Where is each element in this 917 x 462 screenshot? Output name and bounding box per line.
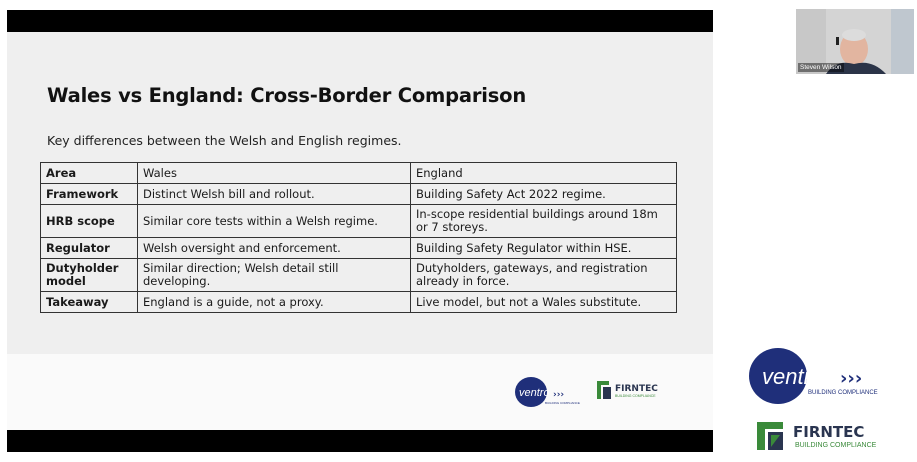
table-cell-england: Dutyholders, gateways, and registration already in force.: [411, 259, 677, 292]
presentation-slide: [7, 10, 713, 452]
table-row: [41, 238, 677, 259]
table-row: [41, 184, 677, 205]
table-cell-england: Live model, but not a Wales substitute.: [411, 292, 677, 313]
table-cell-wales: Distinct Welsh bill and rollout.: [138, 184, 411, 205]
slide-subtitle: Key differences between the Welsh and English regimes.: [47, 133, 402, 148]
table-cell-area: HRB scope: [41, 205, 138, 238]
ventro-logo-text-large: ventro: [762, 364, 824, 389]
table-cell-area: Dutyholder model: [41, 259, 138, 292]
slide-top-bar: [7, 10, 713, 32]
table-cell-england: Building Safety Regulator within HSE.: [411, 238, 677, 259]
table-cell-england: Building Safety Act 2022 regime.: [411, 184, 677, 205]
table-cell-wales: Welsh oversight and enforcement.: [138, 238, 411, 259]
chevrons-icon: ›››: [553, 390, 565, 400]
table-row: [41, 292, 677, 313]
ventro-logo-small: [513, 375, 593, 409]
table-cell-area: Takeaway: [41, 292, 138, 313]
firntec-logo-text-large: FIRNTEC: [793, 423, 865, 441]
firntec-logo: [755, 419, 895, 453]
table-cell-area: Regulator: [41, 238, 138, 259]
ventro-logo-text: ventro: [519, 387, 550, 399]
chevrons-icon: ›››: [840, 368, 863, 389]
slide-bottom-bar: [7, 430, 713, 452]
firntec-tagline: BUILDING COMPLIANCE: [615, 394, 656, 398]
table-row: [41, 205, 677, 238]
firntec-logo-small: [595, 375, 675, 405]
ventro-tagline: BUILDING COMPLIANCE: [545, 401, 580, 405]
table-cell-england: In-scope residential buildings around 18m or 7 storeys.: [411, 205, 677, 238]
table-row: [41, 259, 677, 292]
table-cell-area: Framework: [41, 184, 138, 205]
comparison-table: [40, 162, 677, 313]
participant-name: Steven Wilson: [800, 64, 842, 71]
slide-title: Wales vs England: Cross-Border Comparison: [47, 84, 527, 107]
table-cell-wales: Similar direction; Welsh detail still developing.: [138, 259, 411, 292]
table-header-area: Area: [41, 163, 138, 184]
table-header-row: [41, 163, 677, 184]
table-cell-wales: Similar core tests within a Welsh regime.: [138, 205, 411, 238]
ventro-tagline-large: BUILDING COMPLIANCE: [808, 390, 878, 396]
table-header-england: England: [411, 163, 677, 184]
participant-video-tile[interactable]: [796, 9, 914, 74]
table-cell-wales: England is a guide, not a proxy.: [138, 292, 411, 313]
firntec-logo-text: FIRNTEC: [615, 384, 658, 394]
ventro-logo: [748, 346, 888, 408]
firntec-tagline-large: BUILDING COMPLIANCE: [795, 442, 877, 449]
table-header-wales: Wales: [138, 163, 411, 184]
